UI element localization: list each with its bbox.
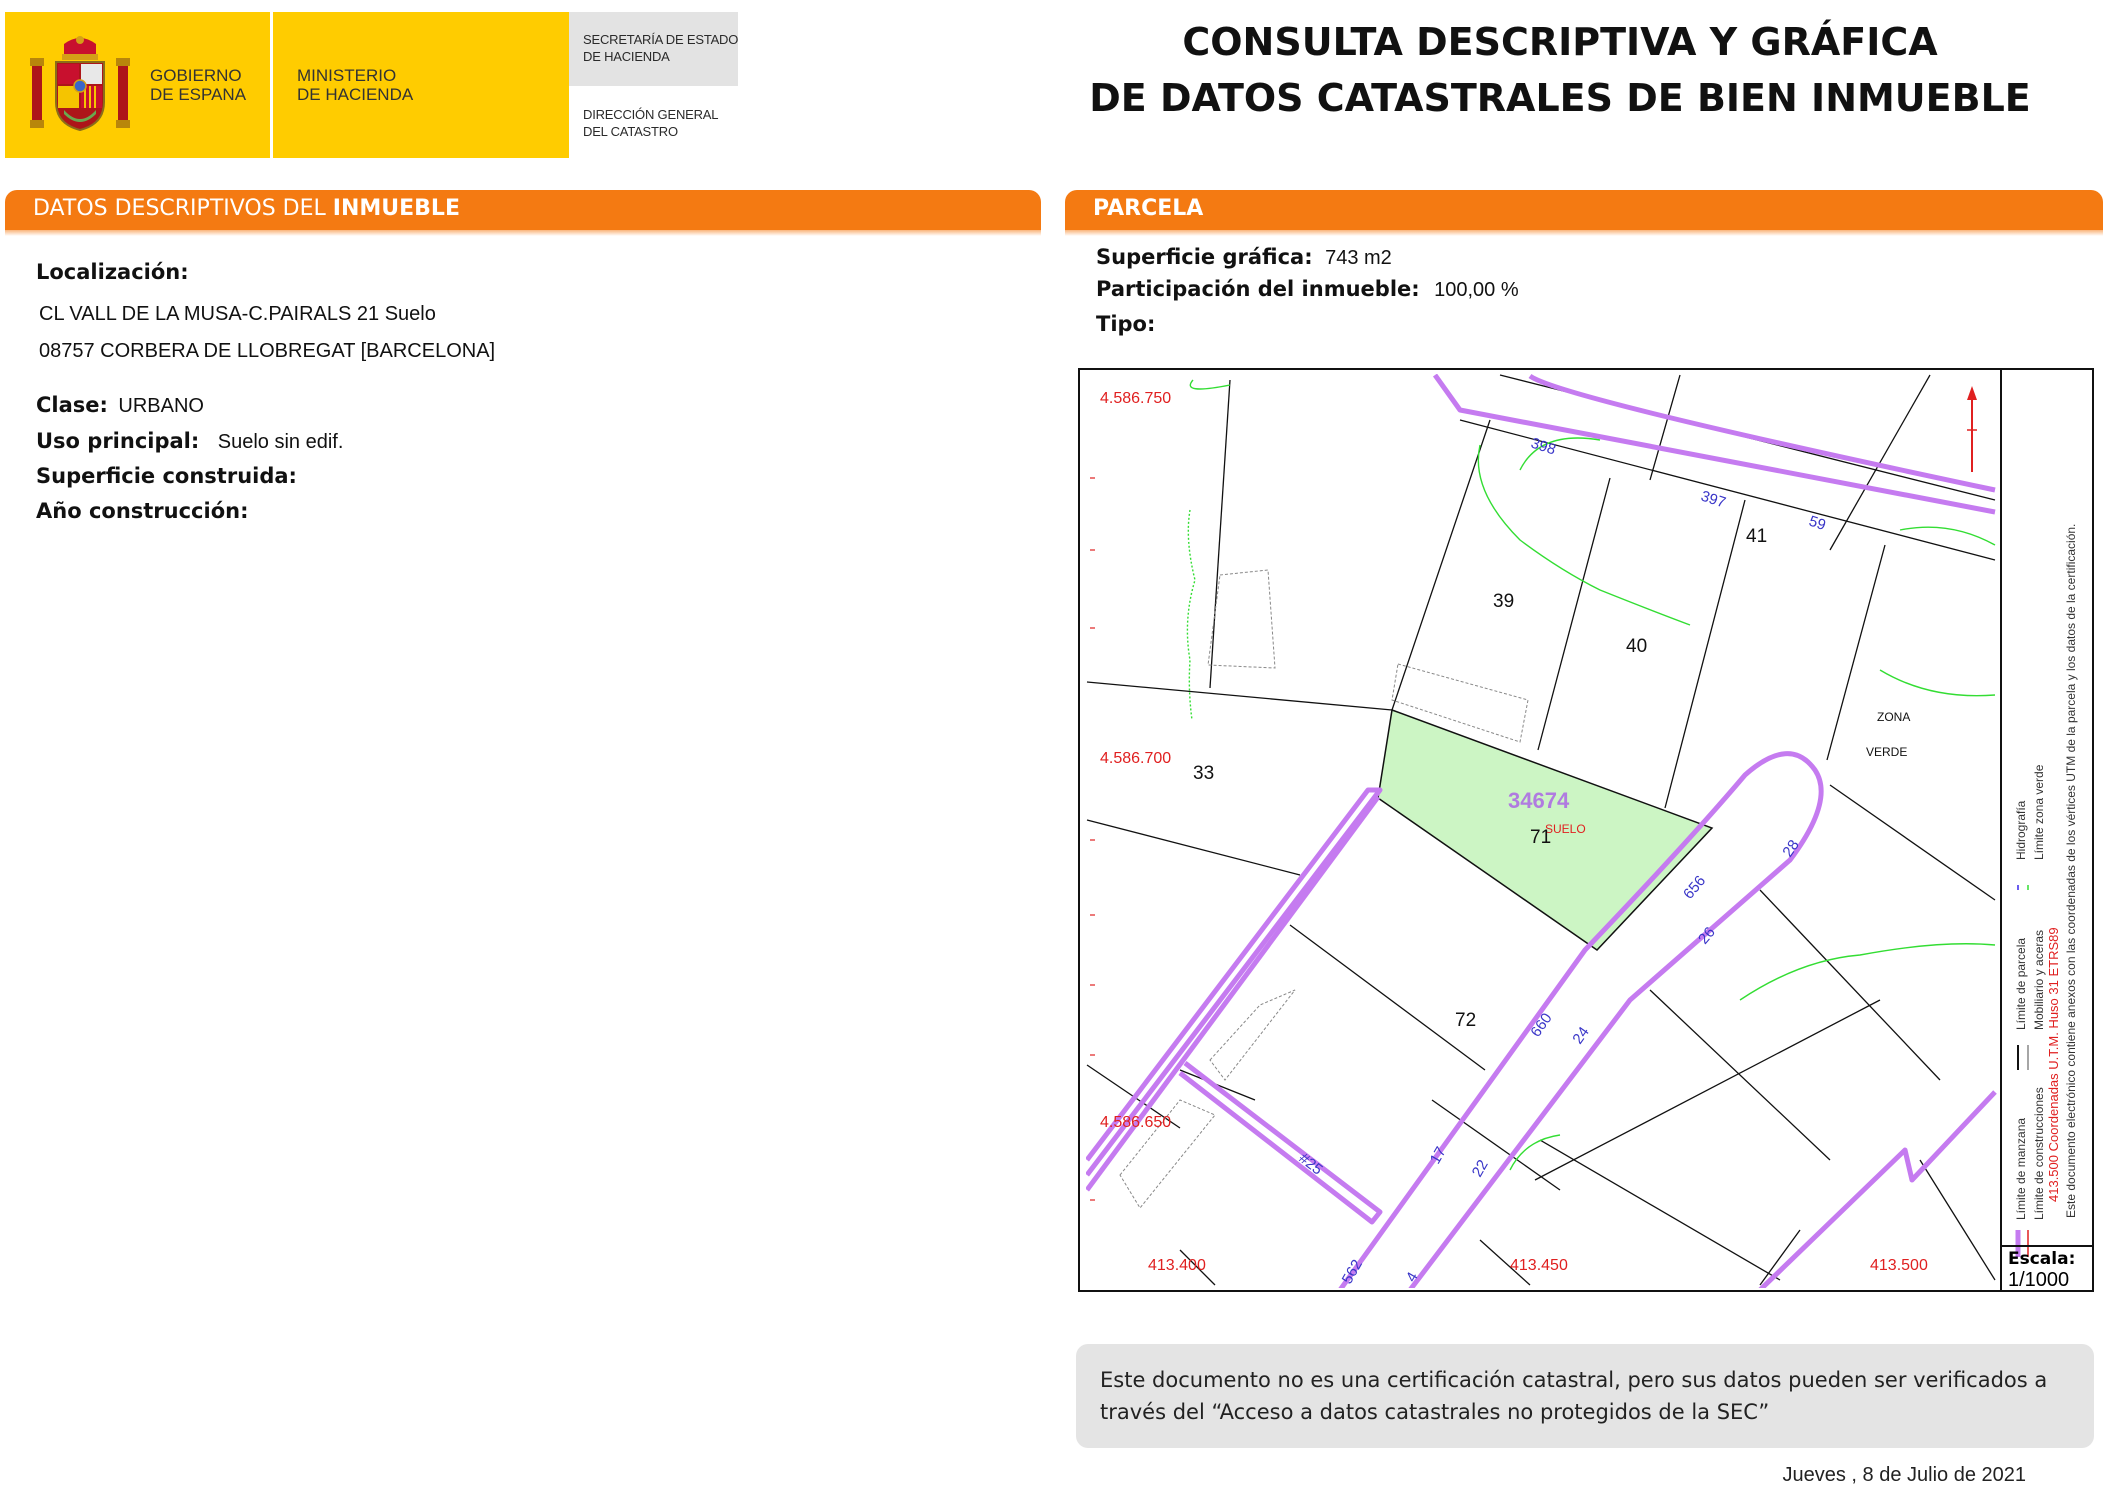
section-title-light: DATOS DESCRIPTIVOS DEL bbox=[33, 196, 333, 221]
plot-number: 39 bbox=[1493, 591, 1515, 612]
coat-of-arms-icon bbox=[30, 34, 130, 134]
page-title-line2: DE DATOS CATASTRALES DE BIEN INMUEBLE bbox=[1089, 76, 2031, 120]
legend-construcciones: Límite de construcciones bbox=[2032, 1087, 2046, 1220]
participacion-value: 100,00 % bbox=[1434, 279, 1519, 301]
x-coord-mid: 413.450 bbox=[1510, 1257, 1568, 1274]
section-title-bold: INMUEBLE bbox=[332, 196, 460, 221]
street-number: 26 bbox=[1695, 923, 1719, 948]
y-coord-mid: 4.586.700 bbox=[1100, 750, 1172, 767]
tipo-label: Tipo: bbox=[1096, 312, 1156, 336]
superficie-grafica-value: 743 m2 bbox=[1325, 247, 1392, 269]
section-shadow bbox=[1065, 230, 2103, 236]
superficie-construida-label: Superficie construida: bbox=[36, 464, 297, 488]
street-number: #25 bbox=[1295, 1149, 1326, 1179]
address-line1: CL VALL DE LA MUSA-C.PAIRALS 21 Suelo bbox=[39, 303, 436, 325]
street-number: 17 bbox=[1426, 1144, 1450, 1167]
parcel-number: 71 bbox=[1530, 827, 1552, 848]
street-number: 397 bbox=[1698, 487, 1728, 512]
legend-electronic-note: Este documento electrónico contiene anexos con las coordenadas de los vértices UTM de la parcela y los datos de la certificación. bbox=[2064, 523, 2078, 1218]
street-number: 24 bbox=[1569, 1023, 1593, 1048]
document-date: Jueves , 8 de Julio de 2021 bbox=[1782, 1464, 2026, 1486]
section-shadow bbox=[5, 230, 1041, 236]
parcel-ref: 34674 bbox=[1508, 788, 1570, 813]
x-coord-left: 413.400 bbox=[1148, 1257, 1206, 1274]
participacion-row bbox=[1096, 277, 1519, 302]
uso-label: Uso principal: bbox=[36, 429, 200, 453]
street-number: 562 bbox=[1338, 1256, 1366, 1287]
y-coord-bottom: 4.586.650 bbox=[1100, 1114, 1172, 1131]
scale-label: Escala: bbox=[2008, 1249, 2076, 1269]
street-number: 398 bbox=[1528, 434, 1558, 459]
ministerio-text: MINISTERIO DE HACIENDA bbox=[297, 66, 414, 104]
gobierno-text: GOBIERNO DE ESPANA bbox=[150, 66, 247, 104]
legend-coords-note: 413.500 Coordenadas U.T.M. Huso 31 ETRS89 bbox=[2046, 927, 2061, 1202]
legend-manzana: Límite de manzana bbox=[2014, 1117, 2028, 1220]
parcela-title: PARCELA bbox=[1093, 196, 1204, 221]
disclaimer-box bbox=[1076, 1344, 2094, 1448]
street-number: 59 bbox=[1806, 512, 1828, 534]
uso-value: Suelo sin edif. bbox=[217, 431, 344, 453]
scale-box bbox=[2000, 1245, 2094, 1292]
plot-number: 40 bbox=[1626, 636, 1648, 657]
y-coord-top: 4.586.750 bbox=[1100, 390, 1172, 407]
street-number: 28 bbox=[1779, 836, 1803, 861]
street-number: 656 bbox=[1680, 872, 1710, 903]
street-number: 4 bbox=[1402, 1269, 1422, 1285]
disclaimer-line2: través del “Acceso a datos catastrales no protegidos de la SEC” bbox=[1100, 1400, 1770, 1424]
cadastral-map-drawing bbox=[1080, 370, 2000, 1290]
street-number: 22 bbox=[1468, 1157, 1492, 1180]
street-number: 660 bbox=[1527, 1010, 1556, 1041]
plot-number: 41 bbox=[1746, 526, 1768, 547]
legend-hidrografia: Hidrografía bbox=[2014, 800, 2028, 860]
zona-verde-label: ZONA bbox=[1877, 710, 1911, 724]
parcela-header bbox=[1065, 190, 2103, 230]
logo-separator bbox=[270, 12, 273, 158]
direccion-text: DIRECCIÓN GENERAL DEL CATASTRO bbox=[583, 107, 719, 139]
scale-value: 1/1000 bbox=[2008, 1269, 2070, 1291]
legend-mobiliario: Mobiliario y aceras bbox=[2032, 929, 2046, 1030]
page-title-line1: CONSULTA DESCRIPTIVA Y GRÁFICA bbox=[1182, 20, 1938, 64]
plot-number: 72 bbox=[1455, 1010, 1477, 1031]
descriptive-data-header bbox=[5, 190, 1041, 230]
x-coord-right: 413.500 bbox=[1870, 1257, 1928, 1274]
clase-label: Clase: bbox=[36, 393, 108, 417]
zona-verde-label: VERDE bbox=[1866, 745, 1908, 759]
superficie-grafica-row bbox=[1096, 245, 1392, 270]
superficie-grafica-label: Superficie gráfica: bbox=[1096, 245, 1313, 269]
participacion-label: Participación del inmueble: bbox=[1096, 277, 1420, 301]
clase-row bbox=[36, 393, 204, 418]
page-title bbox=[1080, 14, 2040, 126]
legend-parcela: Límite de parcela bbox=[2014, 937, 2028, 1030]
parcel-label: SUELO bbox=[1545, 822, 1586, 836]
secretaria-text: SECRETARÍA DE ESTADO DE HACIENDA bbox=[583, 32, 739, 64]
map-legend bbox=[2000, 370, 2094, 1248]
ano-construccion-label: Año construcción: bbox=[36, 499, 249, 523]
disclaimer-line1: Este documento no es una certificación catastral, pero sus datos pueden ser verificados a bbox=[1100, 1368, 2048, 1392]
uso-row bbox=[36, 429, 343, 454]
plot-number: 33 bbox=[1193, 763, 1215, 784]
north-arrow-icon bbox=[1967, 386, 1977, 472]
address-line2: 08757 CORBERA DE LLOBREGAT [BARCELONA] bbox=[39, 340, 496, 362]
clase-value: URBANO bbox=[118, 395, 204, 417]
localizacion-label: Localización: bbox=[36, 260, 189, 284]
legend-zona-verde: Límite zona verde bbox=[2032, 764, 2046, 860]
